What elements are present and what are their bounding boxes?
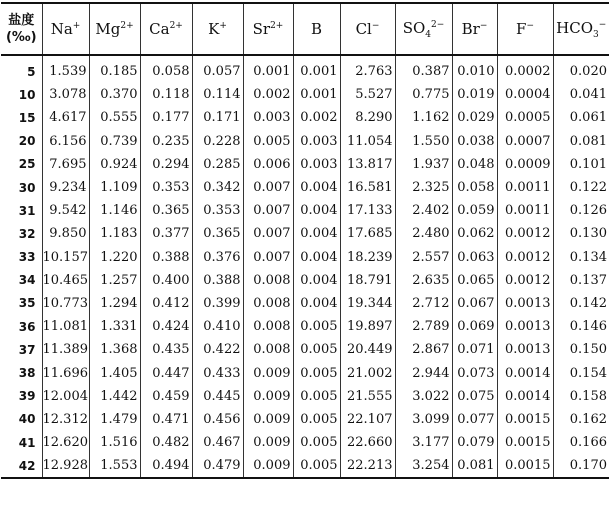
concentration-cell: 0.020 (553, 55, 609, 83)
concentration-cell: 0.004 (293, 199, 340, 222)
ion-header (243, 3, 293, 55)
concentration-cell: 0.459 (140, 385, 192, 408)
salinity-cell: 34 (18, 273, 36, 288)
concentration-cell: 0.065 (452, 269, 497, 292)
salinity-cell: 37 (18, 342, 36, 357)
concentration-cell: 0.001 (293, 55, 340, 83)
ion-header-charge: + (72, 21, 81, 31)
table-row (1, 454, 609, 478)
concentration-cell: 1.257 (89, 269, 140, 292)
concentration-cell: 0.002 (243, 83, 293, 106)
ion-header (42, 3, 89, 55)
concentration-cell: 0.005 (243, 130, 293, 153)
concentration-cell: 0.387 (395, 55, 452, 83)
concentration-cell: 21.002 (340, 361, 395, 384)
concentration-cell: 2.789 (395, 315, 452, 338)
concentration-cell: 0.0015 (497, 408, 553, 431)
concentration-cell: 17.685 (340, 222, 395, 245)
concentration-cell: 0.004 (293, 176, 340, 199)
concentration-cell: 0.162 (553, 408, 609, 431)
concentration-cell: 0.077 (452, 408, 497, 431)
concentration-cell: 1.294 (89, 292, 140, 315)
concentration-cell: 0.006 (243, 153, 293, 176)
ion-header-symbol: K (208, 20, 220, 38)
concentration-cell: 11.054 (340, 130, 395, 153)
concentration-cell: 5.527 (340, 83, 395, 106)
concentration-cell: 0.342 (192, 176, 243, 199)
ion-header-subscript: 4 (425, 29, 432, 40)
concentration-cell: 0.471 (140, 408, 192, 431)
concentration-cell: 0.0011 (497, 199, 553, 222)
concentration-cell: 19.897 (340, 315, 395, 338)
concentration-cell: 1.553 (89, 454, 140, 478)
concentration-cell: 0.0007 (497, 130, 553, 153)
concentration-cell: 1.162 (395, 106, 452, 129)
concentration-cell: 22.213 (340, 454, 395, 478)
table-row (1, 83, 609, 106)
concentration-cell: 3.254 (395, 454, 452, 478)
concentration-cell: 0.081 (553, 130, 609, 153)
concentration-cell: 10.157 (42, 246, 89, 269)
concentration-cell: 21.555 (340, 385, 395, 408)
concentration-cell: 0.365 (192, 222, 243, 245)
concentration-cell: 0.069 (452, 315, 497, 338)
concentration-cell: 0.005 (293, 408, 340, 431)
concentration-cell: 2.480 (395, 222, 452, 245)
concentration-cell: 0.001 (243, 55, 293, 83)
concentration-cell: 0.005 (293, 431, 340, 454)
table-body (1, 55, 609, 478)
ion-header-charge: 2+ (120, 21, 134, 31)
concentration-cell: 22.107 (340, 408, 395, 431)
salinity-cell: 40 (18, 412, 36, 427)
concentration-cell: 11.389 (42, 338, 89, 361)
concentration-cell: 0.067 (452, 292, 497, 315)
concentration-cell: 19.344 (340, 292, 395, 315)
concentration-cell: 0.019 (452, 83, 497, 106)
concentration-cell: 1.220 (89, 246, 140, 269)
ion-header-charge: − (479, 21, 488, 31)
ion-header (340, 3, 395, 55)
concentration-cell: 0.005 (293, 338, 340, 361)
salinity-cell: 33 (18, 250, 36, 265)
concentration-cell: 0.388 (192, 269, 243, 292)
concentration-cell: 0.008 (243, 292, 293, 315)
concentration-cell: 0.007 (243, 176, 293, 199)
concentration-cell: 0.433 (192, 361, 243, 384)
salinity-cell: 41 (18, 435, 36, 450)
concentration-cell: 0.057 (192, 55, 243, 83)
ion-header (89, 3, 140, 55)
table-row (1, 176, 609, 199)
salinity-cell: 5 (27, 64, 36, 79)
ion-header (395, 3, 452, 55)
ion-header-symbol: F (516, 20, 527, 38)
concentration-cell: 0.009 (243, 385, 293, 408)
ion-header-symbol: Ca (149, 20, 170, 38)
concentration-cell: 0.0015 (497, 431, 553, 454)
concentration-cell: 0.079 (452, 431, 497, 454)
concentration-cell: 0.0005 (497, 106, 553, 129)
salinity-cell: 15 (18, 110, 36, 125)
salinity-cell: 20 (18, 134, 36, 149)
concentration-cell: 3.099 (395, 408, 452, 431)
ion-header-symbol: Mg (95, 20, 121, 38)
concentration-cell: 0.365 (140, 199, 192, 222)
ion-header (497, 3, 553, 55)
concentration-cell: 0.003 (293, 130, 340, 153)
salinity-cell: 38 (18, 366, 36, 381)
concentration-cell: 0.0004 (497, 83, 553, 106)
table-row (1, 292, 609, 315)
concentration-cell: 0.007 (243, 246, 293, 269)
concentration-cell: 0.171 (192, 106, 243, 129)
table-row (1, 246, 609, 269)
concentration-cell: 0.005 (293, 361, 340, 384)
table-row (1, 431, 609, 454)
concentration-cell: 0.456 (192, 408, 243, 431)
concentration-cell: 0.114 (192, 83, 243, 106)
concentration-cell: 0.399 (192, 292, 243, 315)
concentration-cell: 1.442 (89, 385, 140, 408)
salinity-cell: 39 (18, 389, 36, 404)
salinity-header-label: 盐度 (8, 13, 35, 28)
table-row (1, 130, 609, 153)
ion-header-symbol: Br (461, 20, 480, 38)
concentration-cell: 9.850 (42, 222, 89, 245)
concentration-cell: 16.581 (340, 176, 395, 199)
salinity-cell: 25 (18, 157, 36, 172)
concentration-cell: 0.005 (293, 385, 340, 408)
concentration-cell: 1.146 (89, 199, 140, 222)
ion-header-symbol: HCO (556, 18, 594, 37)
concentration-cell: 0.038 (452, 130, 497, 153)
concentration-cell: 0.0014 (497, 385, 553, 408)
concentration-cell: 0.377 (140, 222, 192, 245)
concentration-cell: 0.130 (553, 222, 609, 245)
concentration-cell: 1.479 (89, 408, 140, 431)
ion-header (452, 3, 497, 55)
concentration-cell: 0.388 (140, 246, 192, 269)
concentration-cell: 0.101 (553, 153, 609, 176)
concentration-cell: 0.041 (553, 83, 609, 106)
concentration-cell: 0.0013 (497, 315, 553, 338)
concentration-cell: 0.0013 (497, 292, 553, 315)
concentration-cell: 0.422 (192, 338, 243, 361)
concentration-cell: 17.133 (340, 199, 395, 222)
header-row (1, 3, 609, 55)
concentration-cell: 0.146 (553, 315, 609, 338)
concentration-cell: 0.482 (140, 431, 192, 454)
concentration-cell: 0.061 (553, 106, 609, 129)
concentration-cell: 0.353 (192, 199, 243, 222)
concentration-cell: 0.739 (89, 130, 140, 153)
table-row (1, 269, 609, 292)
concentration-cell: 0.001 (293, 83, 340, 106)
concentration-cell: 0.004 (293, 222, 340, 245)
concentration-cell: 0.058 (140, 55, 192, 83)
concentration-cell: 0.0015 (497, 454, 553, 478)
concentration-cell: 1.405 (89, 361, 140, 384)
concentration-cell: 0.0012 (497, 222, 553, 245)
concentration-cell: 0.142 (553, 292, 609, 315)
concentration-cell: 0.002 (293, 106, 340, 129)
concentration-cell: 0.467 (192, 431, 243, 454)
ion-header-charge: 2− (431, 19, 445, 30)
concentration-cell: 0.058 (452, 176, 497, 199)
concentration-cell: 0.424 (140, 315, 192, 338)
salinity-cell: 30 (18, 180, 36, 195)
concentration-cell: 2.712 (395, 292, 452, 315)
concentration-cell: 0.435 (140, 338, 192, 361)
concentration-cell: 0.555 (89, 106, 140, 129)
concentration-cell: 0.494 (140, 454, 192, 478)
table-row (1, 106, 609, 129)
concentration-cell: 0.410 (192, 315, 243, 338)
table-row (1, 222, 609, 245)
concentration-cell: 0.447 (140, 361, 192, 384)
ion-header (553, 3, 609, 55)
concentration-cell: 0.003 (243, 106, 293, 129)
concentration-cell: 0.122 (553, 176, 609, 199)
concentration-cell: 0.048 (452, 153, 497, 176)
ion-header-subscript: 3 (593, 29, 599, 40)
concentration-cell: 0.400 (140, 269, 192, 292)
concentration-cell: 0.004 (293, 246, 340, 269)
concentration-cell: 18.239 (340, 246, 395, 269)
salinity-cell: 42 (1, 454, 42, 478)
concentration-cell: 0.004 (293, 292, 340, 315)
concentration-cell: 0.170 (553, 454, 609, 478)
ion-header (140, 3, 192, 55)
concentration-cell: 1.937 (395, 153, 452, 176)
concentration-cell: 0.445 (192, 385, 243, 408)
salinity-cell: 10 (18, 87, 36, 102)
ion-header-symbol: B (310, 20, 323, 38)
concentration-cell: 0.353 (140, 176, 192, 199)
table-row (1, 338, 609, 361)
concentration-cell: 18.791 (340, 269, 395, 292)
salinity-cell: 31 (18, 203, 36, 218)
concentration-cell: 0.008 (243, 338, 293, 361)
concentration-cell: 2.944 (395, 361, 452, 384)
concentration-cell: 0.008 (243, 269, 293, 292)
concentration-cell: 0.081 (452, 454, 497, 478)
ion-header-charge: − (598, 19, 607, 30)
ion-header-symbol: Sr (252, 20, 271, 38)
concentration-cell: 0.059 (452, 199, 497, 222)
table-row (1, 55, 609, 83)
concentration-cell: 1.539 (42, 55, 89, 83)
concentration-cell: 0.010 (452, 55, 497, 83)
concentration-cell: 0.370 (89, 83, 140, 106)
concentration-cell: 0.0002 (497, 55, 553, 83)
concentration-cell: 12.928 (42, 454, 89, 478)
concentration-cell: 0.073 (452, 361, 497, 384)
concentration-cell: 11.696 (42, 361, 89, 384)
concentration-cell: 0.0011 (497, 176, 553, 199)
concentration-cell: 0.005 (293, 315, 340, 338)
ion-header-charge: 2+ (270, 21, 284, 31)
concentration-cell: 0.063 (452, 246, 497, 269)
concentration-cell: 0.294 (140, 153, 192, 176)
concentration-cell: 0.137 (553, 269, 609, 292)
ion-header-charge: − (526, 21, 534, 31)
concentration-cell: 2.402 (395, 199, 452, 222)
concentration-cell: 0.479 (192, 454, 243, 478)
concentration-cell: 9.234 (42, 176, 89, 199)
concentration-cell: 0.0014 (497, 361, 553, 384)
ion-header-charge: 2+ (169, 21, 183, 31)
concentration-cell: 0.166 (553, 431, 609, 454)
concentration-cell: 0.228 (192, 130, 243, 153)
concentration-cell: 6.156 (42, 130, 89, 153)
concentration-cell: 0.005 (293, 454, 340, 478)
concentration-cell: 10.773 (42, 292, 89, 315)
concentration-cell: 2.635 (395, 269, 452, 292)
concentration-cell: 0.154 (553, 361, 609, 384)
concentration-cell: 11.081 (42, 315, 89, 338)
concentration-cell: 1.109 (89, 176, 140, 199)
table-row (1, 361, 609, 384)
concentration-cell: 2.867 (395, 338, 452, 361)
concentration-cell: 0.158 (553, 385, 609, 408)
concentration-cell: 0.118 (140, 83, 192, 106)
ion-header-charge: + (219, 21, 227, 31)
ion-header (293, 3, 340, 55)
concentration-cell: 0.412 (140, 292, 192, 315)
table-row (1, 385, 609, 408)
concentration-cell: 0.0012 (497, 269, 553, 292)
concentration-cell: 0.285 (192, 153, 243, 176)
concentration-cell: 0.062 (452, 222, 497, 245)
concentration-cell: 0.009 (243, 454, 293, 478)
concentration-cell: 0.775 (395, 83, 452, 106)
salinity-cell: 32 (18, 226, 36, 241)
concentration-cell: 1.183 (89, 222, 140, 245)
concentration-cell: 0.0012 (497, 246, 553, 269)
ion-header-charge: − (371, 21, 380, 31)
table-row (1, 315, 609, 338)
concentration-cell: 13.817 (340, 153, 395, 176)
concentration-cell: 0.376 (192, 246, 243, 269)
concentration-cell: 2.557 (395, 246, 452, 269)
ion-header-symbol: Cl (355, 20, 372, 38)
concentration-cell: 0.007 (243, 199, 293, 222)
concentration-cell: 4.617 (42, 106, 89, 129)
concentration-cell: 0.0009 (497, 153, 553, 176)
concentration-cell: 20.449 (340, 338, 395, 361)
concentration-cell: 0.007 (243, 222, 293, 245)
ion-concentration-table (1, 2, 609, 479)
ion-header (192, 3, 243, 55)
concentration-cell: 0.029 (452, 106, 497, 129)
concentration-cell: 0.150 (553, 338, 609, 361)
concentration-cell: 0.003 (293, 153, 340, 176)
table-row (1, 199, 609, 222)
salinity-cell: 36 (18, 319, 36, 334)
concentration-cell: 0.924 (89, 153, 140, 176)
concentration-cell: 1.516 (89, 431, 140, 454)
concentration-cell: 0.235 (140, 130, 192, 153)
concentration-cell: 2.763 (340, 55, 395, 83)
concentration-cell: 0.075 (452, 385, 497, 408)
salinity-cell: 35 (18, 296, 36, 311)
salinity-header-unit: (‰) (5, 30, 37, 45)
concentration-cell: 2.325 (395, 176, 452, 199)
concentration-cell: 0.009 (243, 361, 293, 384)
concentration-cell: 0.185 (89, 55, 140, 83)
table-row (1, 408, 609, 431)
concentration-cell: 8.290 (340, 106, 395, 129)
concentration-cell: 0.004 (293, 269, 340, 292)
concentration-cell: 0.008 (243, 315, 293, 338)
concentration-cell: 3.078 (42, 83, 89, 106)
concentration-cell: 1.331 (89, 315, 140, 338)
ion-header-symbol: Na (50, 20, 73, 38)
concentration-cell: 1.368 (89, 338, 140, 361)
concentration-cell: 12.620 (42, 431, 89, 454)
ion-header-symbol: SO (402, 18, 426, 37)
concentration-cell: 1.550 (395, 130, 452, 153)
concentration-cell: 12.004 (42, 385, 89, 408)
concentration-cell: 10.465 (42, 269, 89, 292)
concentration-cell: 0.071 (452, 338, 497, 361)
salinity-header (1, 3, 42, 55)
concentration-cell: 22.660 (340, 431, 395, 454)
concentration-cell: 0.134 (553, 246, 609, 269)
concentration-cell: 9.542 (42, 199, 89, 222)
concentration-cell: 0.126 (553, 199, 609, 222)
concentration-cell: 0.009 (243, 408, 293, 431)
concentration-cell: 12.312 (42, 408, 89, 431)
concentration-cell: 3.022 (395, 385, 452, 408)
table-row (1, 153, 609, 176)
concentration-cell: 0.009 (243, 431, 293, 454)
concentration-cell: 0.177 (140, 106, 192, 129)
concentration-cell: 3.177 (395, 431, 452, 454)
concentration-cell: 7.695 (42, 153, 89, 176)
concentration-cell: 0.0013 (497, 338, 553, 361)
